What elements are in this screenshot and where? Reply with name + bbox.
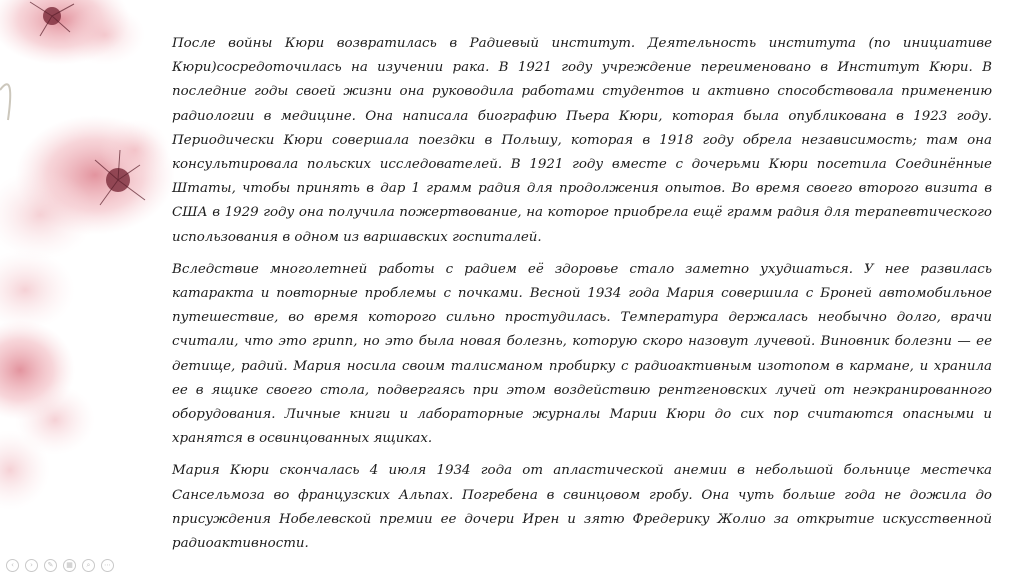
slideshow-controls (6, 559, 114, 572)
pen-icon[interactable]: ✎ (44, 559, 57, 572)
zoom-icon[interactable]: ⌕ (82, 559, 95, 572)
paragraph-2: Вследствие многолетней работы с радием её здоровье стало заметно ухудшаться. У нее развилась катаракта и повторные проблемы с почками. Весной 1934 года Мария совершила с Броней автомобильное путешествие, во время которого сильно простудилась. Температура держалась необычно долго, врачи считали, что это грипп, но это была новая болезнь, которую скоро назовут лучевой. Виновник болезни — ее детище, радий. Мария носила своим талисманом пробирку с радиоактивным изотопом в кармане, и хранила ее в ящике своего стола, подвергаясь при этом воздействию рентгеновских лучей от неэкранированного оборудования. Личные книги и лабораторные журналы Марии Кюри до сих пор считаются опасными и хранятся в освинцованных ящиках. (172, 261, 992, 447)
previous-icon[interactable]: ‹ (6, 559, 19, 572)
slide-text-body (172, 32, 992, 564)
paragraph-3: Мария Кюри скончалась 4 июля 1934 года от апластической анемии в небольшой больнице местечка Сансельмоза во французских Альпах. Погребена в свинцовом гробу. Она чуть больше года не дожила до присуждения Нобелевской премии ее дочери Ирен и зятю Фредерику Жолио за открытие искусственной радиоактивности. (172, 463, 992, 552)
watercolor-flowers-decoration (0, 0, 180, 574)
next-icon[interactable]: › (25, 559, 38, 572)
more-icon[interactable]: ⋯ (101, 559, 114, 572)
slides-icon[interactable]: ▦ (63, 559, 76, 572)
paragraph-1: После войны Кюри возвратилась в Радиевый институт. Деятельность института (по инициативе Кюри)сосредоточилась на изучении рака. В 1921 году учреждение переименовано в Институт Кюри. В последние годы своей жизни она руководила работами студентов и активно способствовала применению радиологии в медицине. Она написала биографию Пьера Кюри, которая была опубликована в 1923 году. Периодически Кюри совершала поездки в Польшу, которая в 1918 году обрела независимость; там она консультировала польских исследователей. В 1921 году вместе с дочерьми Кюри посетила Соединённые Штаты, чтобы принять в дар 1 грамм радия для продолжения опытов. Во время своего второго визита в США в 1929 году она получила пожертвование, на которое приобрела ещё грамм радия для терапевтического использования в одном из варшавских госпиталей. (172, 36, 992, 245)
